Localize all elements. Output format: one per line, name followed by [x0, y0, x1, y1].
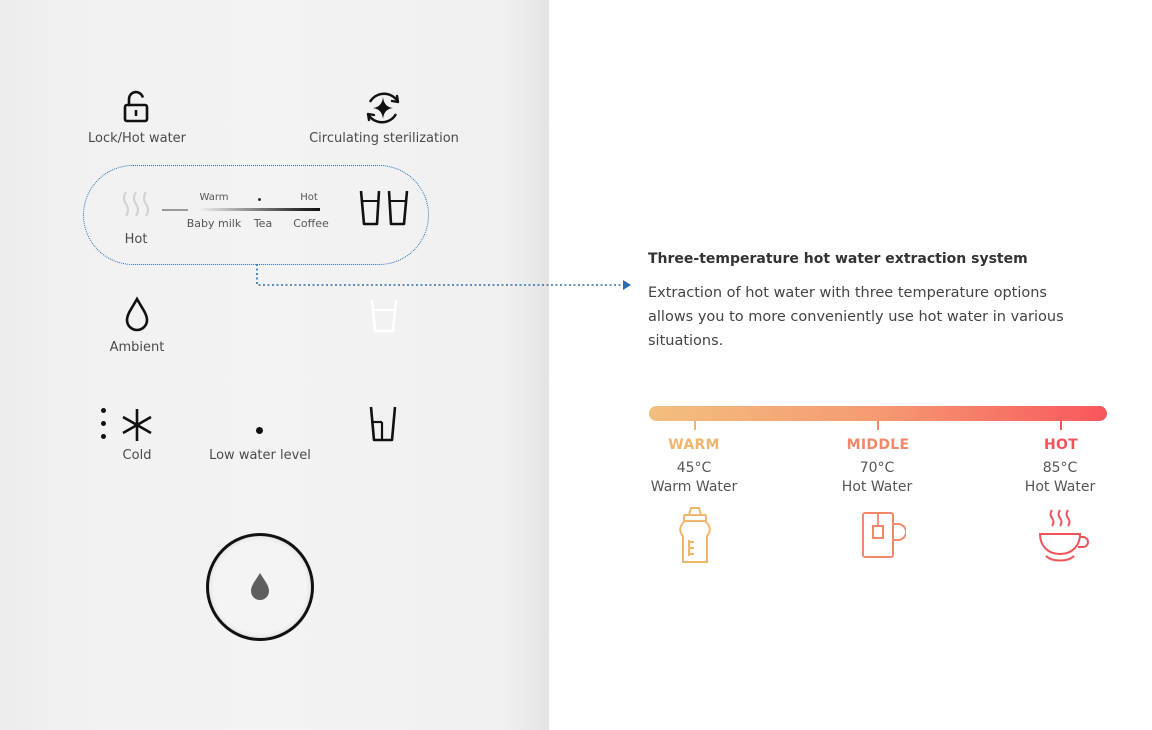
slider-tea-label: Tea	[253, 217, 273, 230]
sterilization-label: Circulating sterilization	[309, 131, 459, 146]
lock-icon[interactable]	[122, 90, 150, 124]
level-use-middle: Hot Water	[841, 479, 913, 495]
level-temp-hot: 85°C	[1042, 460, 1078, 476]
cold-label: Cold	[122, 448, 152, 463]
drop-button-icon	[249, 572, 271, 602]
slider-warm-label: Warm	[199, 192, 229, 203]
feature-title: Three-temperature hot water extraction system	[648, 251, 1028, 267]
level-use-hot: Hot Water	[1024, 479, 1096, 495]
level-temp-middle: 70°C	[859, 460, 895, 476]
slider-track	[198, 208, 320, 211]
low-water-label: Low water level	[209, 448, 311, 463]
dispense-button[interactable]	[206, 533, 314, 641]
ambient-label: Ambient	[109, 340, 165, 355]
slider-baby-milk-label: Baby milk	[186, 217, 242, 230]
temperature-gradient-bar	[649, 406, 1107, 421]
tick-middle	[877, 421, 879, 430]
tick-hot	[1060, 421, 1062, 430]
slider-start-line	[162, 209, 188, 211]
snowflake-icon[interactable]	[120, 408, 154, 442]
level-name-hot: HOT	[1043, 437, 1079, 453]
single-cup-faded-icon	[369, 298, 399, 334]
hot-label: Hot	[124, 232, 148, 247]
double-cup-icon[interactable]	[359, 189, 409, 227]
low-water-indicator	[256, 427, 263, 434]
steam-icon	[121, 190, 151, 224]
lock-label: Lock/Hot water	[87, 131, 187, 146]
temperature-slider[interactable]	[162, 208, 320, 212]
level-use-warm: Warm Water	[650, 479, 738, 495]
level-name-middle: MIDDLE	[846, 437, 910, 453]
level-name-warm: WARM	[668, 437, 720, 453]
cold-level-dots	[101, 408, 106, 442]
cup-icon[interactable]	[368, 405, 398, 443]
coffee-cup-icon	[1036, 508, 1092, 564]
device-control-panel	[0, 0, 549, 730]
feature-description: Extraction of hot water with three temperature options allows you to more conveniently use hot water in various situations.	[648, 285, 1064, 349]
level-temp-warm: 45°C	[676, 460, 712, 476]
slider-hot-label: Hot	[300, 192, 318, 203]
baby-bottle-icon	[678, 506, 712, 566]
tick-warm	[694, 421, 696, 430]
water-drop-icon[interactable]	[124, 296, 150, 332]
slider-coffee-label: Coffee	[293, 217, 329, 230]
tea-mug-icon	[860, 510, 906, 560]
sterilization-icon[interactable]	[362, 88, 404, 128]
feature-connector	[255, 264, 635, 292]
slider-dot	[258, 198, 261, 201]
